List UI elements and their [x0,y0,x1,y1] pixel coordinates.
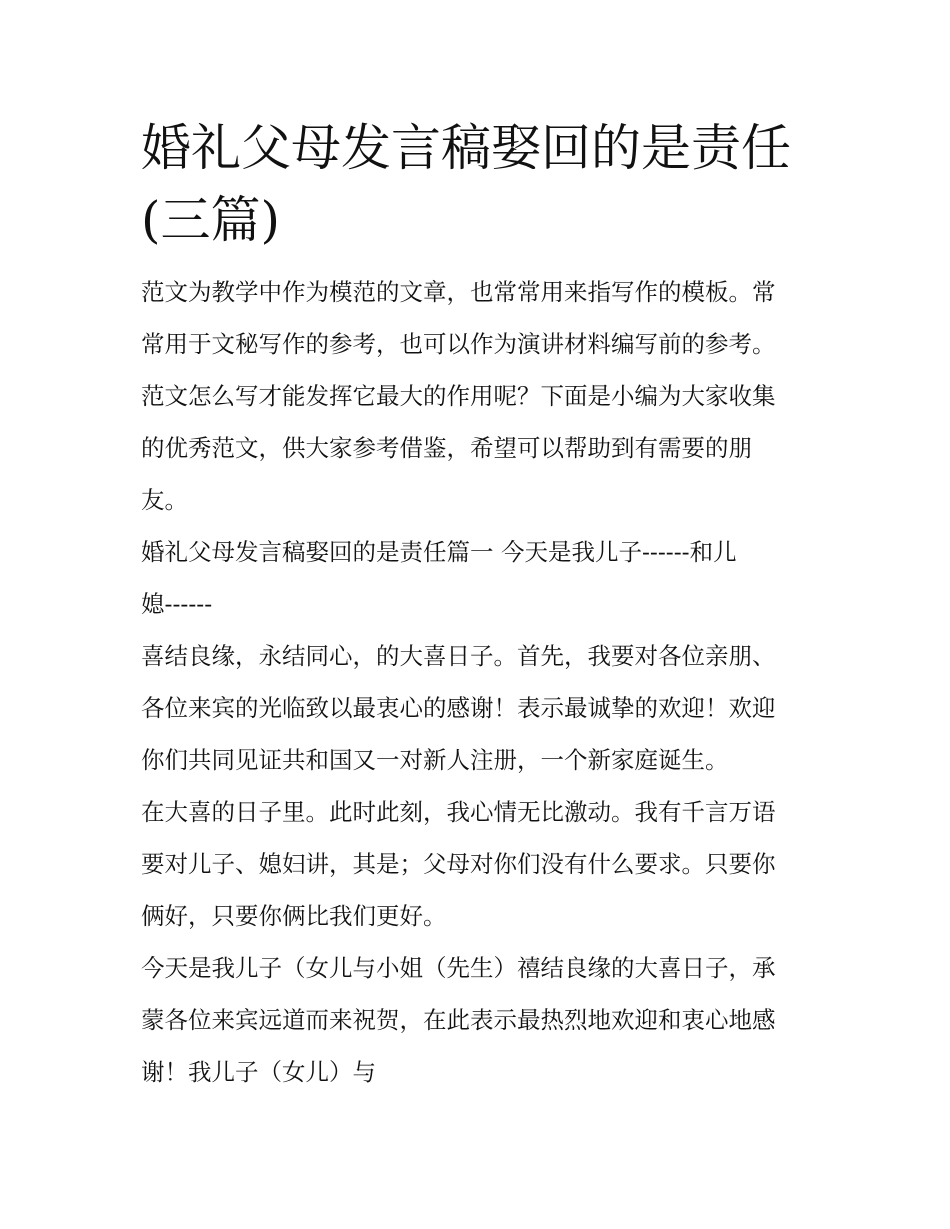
text-line: 婚礼父母发言稿娶回的是责任篇一 今天是我儿子------和儿 [141,538,737,566]
section-heading-paragraph [141,526,821,630]
text-line: 各位来宾的光临致以最衷心的感谢！表示最诚挚的欢迎！欢迎 [141,694,776,722]
text-line: 要对儿子、媳妇讲，其是；父母对你们没有什么要求。只要你 [141,850,776,878]
text-line: 喜结良缘，永结同心，的大喜日子。首先，我要对各位亲朋、 [141,642,776,670]
title-line: (三篇) [141,191,281,249]
text-line: 范文为教学中作为模范的文章，也常常用来指写作的模板。常 [141,278,776,306]
text-line: 范文怎么写才能发挥它最大的作用呢？下面是小编为大家收集 [141,382,776,410]
text-line: 你们共同见证共和国又一对新人注册，一个新家庭诞生。 [141,746,729,774]
text-line: 友。 [141,486,188,514]
body-paragraph [141,786,821,942]
text-line: 今天是我儿子（女儿与小姐（先生）禧结良缘的大喜日子，承 [141,954,776,982]
body-paragraph [141,630,821,786]
text-line: 在大喜的日子里。此时此刻，我心情无比激动。我有千言万语 [141,798,776,826]
document-content [141,112,821,1098]
document-title [141,112,821,256]
text-line: 常用于文秘写作的参考，也可以作为演讲材料编写前的参考。 [141,330,776,358]
text-line: 的优秀范文，供大家参考借鉴，希望可以帮助到有需要的朋 [141,434,752,462]
document-body [141,266,821,1098]
text-line: 蒙各位来宾远道而来祝贺，在此表示最热烈地欢迎和衷心地感 [141,1006,776,1034]
title-line: 婚礼父母发言稿娶回的是责任 [141,119,791,177]
body-paragraph [141,942,821,1098]
intro-paragraph [141,266,821,526]
text-line: 媳------ [141,590,213,618]
text-line: 谢！我儿子（女儿）与 [141,1058,376,1086]
text-line: 俩好，只要你俩比我们更好。 [141,902,447,930]
